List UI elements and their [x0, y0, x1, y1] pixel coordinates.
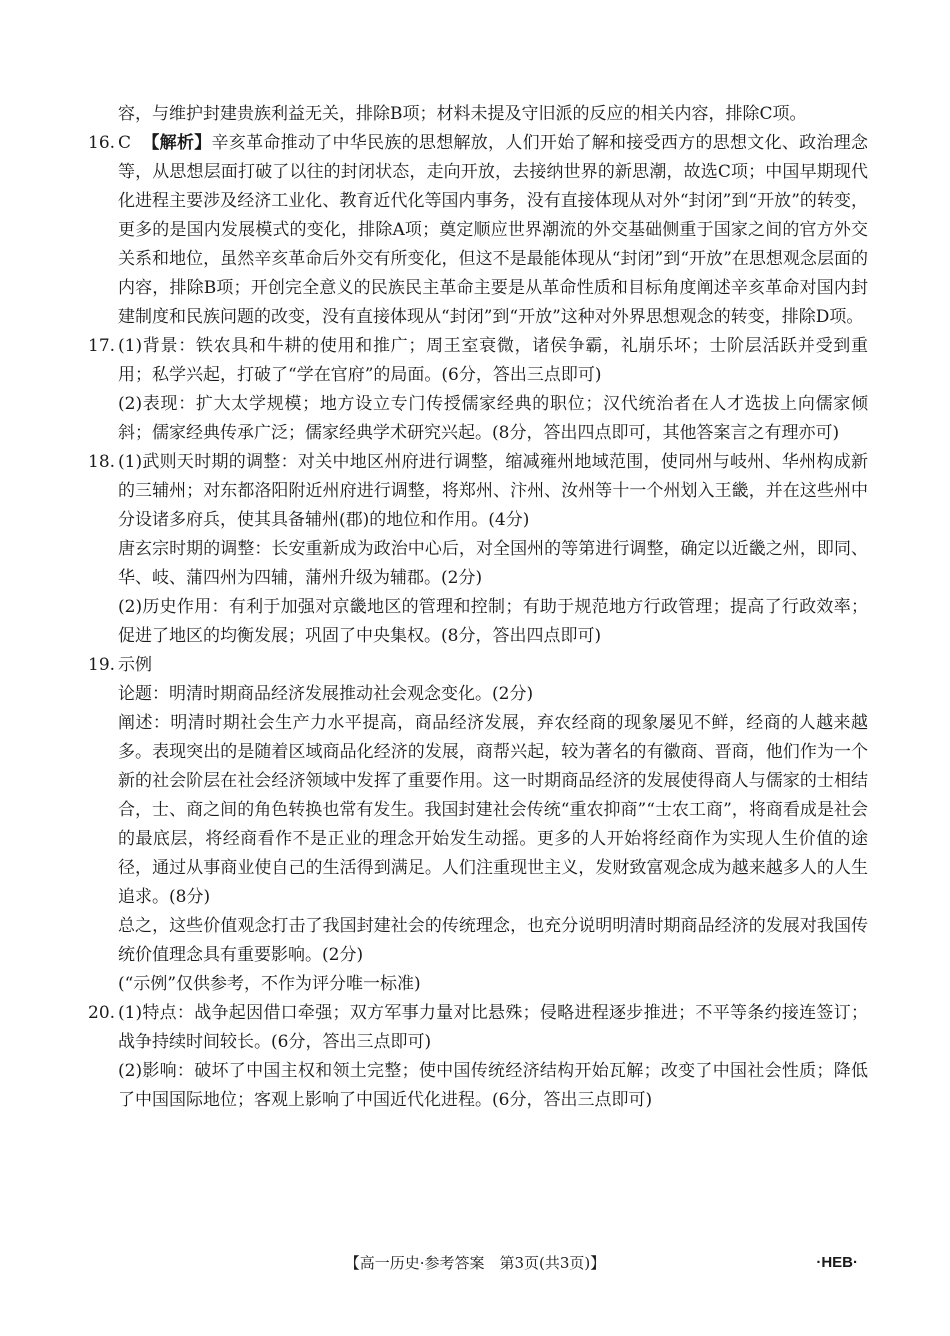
question-body — [118, 651, 868, 999]
question-body — [118, 999, 868, 1115]
elaboration: 阐述：明清时期社会生产力水平提高，商品经济发展，弃农经商的现象屡见不鲜，经商的人越来越多。表现突出的是随着区域商品化经济的发展，商帮兴起，较为著名的有徽商、晋商，他们作为一个新的社会阶层在社会经济领域中发挥了重要作用。这一时期商品经济的发展使得商人与儒家的士相结合，士、商之间的角色转换也常有发生。我国封建社会传统“重农抑商”“士农工商”，将商看成是社会的最底层，将经商看作不是正业的理念开始发生动摇。更多的人开始将经商作为实现人生价值的途径，通过从事商业使自己的生活得到满足。人们注重现世主义，发财致富观念成为越来越多人的人生追求。(8分) — [118, 713, 868, 907]
question-16 — [88, 129, 868, 332]
question-19 — [88, 651, 868, 999]
example-label: 示例 — [118, 655, 152, 675]
question-body — [118, 129, 868, 332]
answer-part-1: (1)武则天时期的调整：对关中地区州府进行调整，缩减雍州地域范围，使同州与岐州、华州构成新的三辅州；对东都洛阳附近州府进行调整，将郑州、汴州、汝州等十一个州划入王畿，并在这些州中分设诸多府兵，使其具备辅州(郡)的地位和作用。(4分) — [118, 452, 868, 530]
answer-part-2: (2)表现：扩大太学规模；地方设立专门传授儒家经典的职位；汉代统治者在人才选拔上向儒家倾斜；儒家经典传承广泛；儒家经典学术研究兴起。(8分，答出四点即可，其他答案言之有理亦可) — [118, 394, 868, 443]
answer-part-1: (1)特点：战争起因借口牵强；双方军事力量对比悬殊；侵略进程逐步推进；不平等条约接连签订；战争持续时间较长。(6分，答出三点即可) — [118, 1003, 868, 1052]
answer-letter: C — [118, 133, 132, 153]
question-number: 20. — [88, 1003, 116, 1023]
answer-content — [88, 100, 868, 1115]
page-footer — [0, 1250, 950, 1276]
question-20 — [88, 999, 868, 1115]
question-number: 17. — [88, 336, 116, 356]
analysis-text: 辛亥革命推动了中华民族的思想解放，人们开始了解和接受西方的思想文化、政治理念等，从思想层面打破了以往的封闭状态，走向开放，去接纳世界的新思潮，故选C项；中国早期现代化进程主要涉及经济工业化、教育近代化等国内事务，没有直接体现从对外“封闭”到“开放”的转变，更多的是国内发展模式的变化，排除A项；奠定顺应世界潮流的外交基础侧重于国家之间的官方外交关系和地位，虽然辛亥革命后外交有所变化，但这不是最能体现从“封闭”到“开放”在思想观念层面的内容，排除B项；开创完全意义的民族民主革命主要是从革命性质和目标角度阐述辛亥革命对国内封建制度和民族问题的改变，没有直接体现从“封闭”到“开放”这种对外界思想观念的转变，排除D项。 — [118, 133, 869, 327]
question-body — [118, 448, 868, 651]
question-17 — [88, 332, 868, 448]
continuation-text: 容，与维护封建贵族利益无关，排除B项；材料未提及守旧派的反应的相关内容，排除C项。 — [118, 104, 807, 124]
footer-page-info: 【高一历史·参考答案 第3页(共3页)】 — [344, 1254, 606, 1272]
answer-part-2: (2)影响：破坏了中国主权和领土完整；使中国传统经济结构开始瓦解；改变了中国社会性质；降低了中国国际地位；客观上影响了中国近代化进程。(6分，答出三点即可) — [118, 1061, 868, 1110]
question-number: 18. — [88, 452, 116, 472]
conclusion: 总之，这些价值观念打击了我国封建社会的传统理念，也充分说明明清时期商品经济的发展对我国传统价值理念具有重要影响。(2分) — [118, 916, 868, 965]
analysis-tag: 【解析】 — [142, 133, 212, 153]
question-number: 19. — [88, 655, 116, 675]
question-body — [118, 332, 868, 448]
thesis: 论题：明清时期商品经济发展推动社会观念变化。(2分) — [118, 684, 534, 704]
answer-part-1: (1)背景：铁农具和牛耕的使用和推广；周王室衰微，诸侯争霸，礼崩乐坏；士阶层活跃并受到重用；私学兴起，打破了“学在官府”的局面。(6分，答出三点即可) — [118, 336, 868, 385]
question-number: 16. — [88, 133, 116, 153]
footer-code: ·HEB· — [816, 1254, 858, 1271]
answer-part-1b: 唐玄宗时期的调整：长安重新成为政治中心后，对全国州的等第进行调整，确定以近畿之州，即同、华、岐、蒲四州为四辅，蒲州升级为辅郡。(2分) — [118, 539, 868, 588]
answer-part-2: (2)历史作用：有利于加强对京畿地区的管理和控制；有助于规范地方行政管理；提高了行政效率；促进了地区的均衡发展；巩固了中央集权。(8分，答出四点即可) — [118, 597, 868, 646]
note: (“示例”仅供参考，不作为评分唯一标准) — [118, 974, 421, 994]
question-18 — [88, 448, 868, 651]
